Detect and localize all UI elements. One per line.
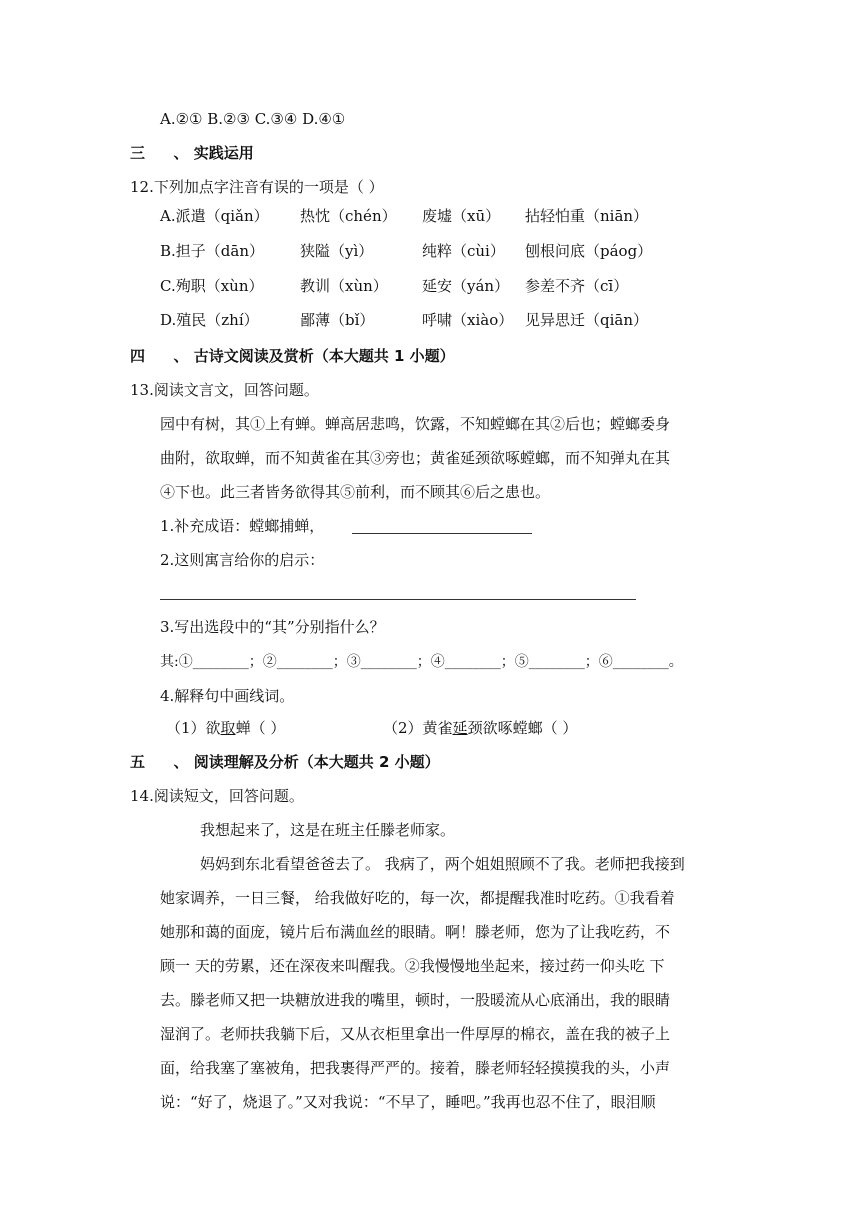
- q13-sub1: 1.补充成语：螳螂捕蝉，: [160, 517, 325, 535]
- section-title: 实践运用: [193, 144, 254, 162]
- q13-sub3: 3.写出选段中的“其”分别指什么？: [160, 618, 385, 636]
- option-cell: 教训（xùn）: [300, 277, 388, 295]
- q13-sub2: 2.这则寓言给你的启示：: [160, 551, 325, 569]
- classical-text-line: ④下也。此三者皆务欲得其⑤前利，而不顾其⑥后之患也。: [160, 483, 551, 501]
- section-5-heading: [130, 751, 440, 773]
- option-cell: 见异思迁（qiān）: [525, 311, 649, 329]
- option-cell: 呼啸（xiào）: [422, 311, 514, 329]
- option-cell: 刨根问底（páog）: [525, 242, 653, 260]
- passage-line: 她家调养，一日三餐， 给我做好吃的，每一次，都提醒我准时吃药。①我看着: [160, 889, 675, 907]
- q13-sub4-item2: [383, 717, 577, 739]
- answer-blank[interactable]: [160, 599, 636, 600]
- q11-options: A.②① B.②③ C.③④ D.④①: [160, 110, 346, 128]
- section-number: 五: [130, 753, 146, 771]
- section-separator: 、: [173, 347, 189, 365]
- option-cell: 参差不齐（cī）: [525, 277, 629, 295]
- q13-sub3-answer: 其:①________；②________；③________；④________；⑤________；⑥________。: [160, 654, 683, 670]
- option-cell: 拈轻怕重（niān）: [525, 207, 649, 225]
- section-4-heading: [130, 345, 455, 367]
- option-cell: B.担子（dān）: [160, 242, 264, 260]
- section-separator: 、: [173, 753, 189, 771]
- option-cell: 狭隘（yì）: [300, 242, 374, 260]
- section-title: 阅读理解及分析（本大题共 2 小题）: [193, 753, 440, 771]
- option-cell: D.殖民（zhí）: [160, 311, 259, 329]
- text: 颈欲啄螳螂（ ）: [467, 719, 578, 737]
- passage-line: 我想起来了，这是在班主任滕老师家。: [200, 821, 456, 839]
- passage-line: 她那和蔼的面庞，镜片后布满血丝的眼睛。啊！滕老师，您为了让我吃药，不: [160, 923, 671, 941]
- classical-text-line: 园中有树，其①上有蝉。蝉高居悲鸣，饮露，不知螳螂在其②后也；螳螂委身: [160, 415, 671, 433]
- answer-blank[interactable]: [352, 533, 532, 534]
- text: 蝉（ ）: [235, 719, 286, 737]
- classical-text-line: 曲附，欲取蝉，而不知黄雀在其③旁也；黄雀延颈欲啄螳螂，而不知弹丸在其: [160, 449, 671, 467]
- q12-stem: 12.下列加点字注音有误的一项是（ ）: [130, 178, 384, 196]
- option-cell: 废墟（xū）: [422, 207, 501, 225]
- text: （2）黄雀: [383, 719, 453, 737]
- option-cell: 鄙薄（bǐ）: [300, 311, 375, 329]
- q14-stem: 14.阅读短文，回答问题。: [130, 787, 304, 805]
- q13-sub4: 4.解释句中画线词。: [160, 687, 295, 705]
- underlined-word: 取: [220, 719, 236, 737]
- option-cell: A.派遣（qiǎn）: [160, 207, 269, 225]
- option-cell: 纯粹（cùi）: [422, 242, 505, 260]
- section-separator: 、: [173, 144, 189, 162]
- option-cell: C.殉职（xùn）: [160, 277, 264, 295]
- section-title: 古诗文阅读及赏析（本大题共 1 小题）: [193, 347, 455, 365]
- passage-line: 顾一 天的劳累，还在深夜来叫醒我。②我慢慢地坐起来，接过药一仰头吃 下: [160, 957, 665, 975]
- passage-line: 去。滕老师又把一块糖放进我的嘴里，顿时，一股暖流从心底涌出，我的眼睛: [160, 991, 671, 1009]
- underlined-word: 延: [452, 719, 468, 737]
- text: （1）欲: [166, 719, 221, 737]
- section-number: 三: [130, 144, 146, 162]
- passage-line: 湿润了。老师扶我躺下后，又从衣柜里拿出一件厚厚的棉衣，盖在我的被子上: [160, 1025, 671, 1043]
- section-number: 四: [130, 347, 146, 365]
- section-3-heading: [130, 142, 254, 164]
- option-cell: 热忱（chén）: [300, 207, 397, 225]
- option-cell: 延安（yán）: [422, 277, 510, 295]
- passage-line: 妈妈到东北看望爸爸去了。 我病了，两个姐姐照顾不了我。老师把我接到: [200, 855, 685, 873]
- q13-sub4-item1: [166, 717, 285, 739]
- passage-line: 面，给我塞了塞被角，把我裹得严严的。接着，滕老师轻轻摸摸我的头，小声: [160, 1059, 671, 1077]
- q13-stem: 13.阅读文言文，回答问题。: [130, 381, 319, 399]
- passage-line: 说：“好了，烧退了。”又对我说：“不早了，睡吧。”我再也忍不住了，眼泪顺: [160, 1093, 656, 1111]
